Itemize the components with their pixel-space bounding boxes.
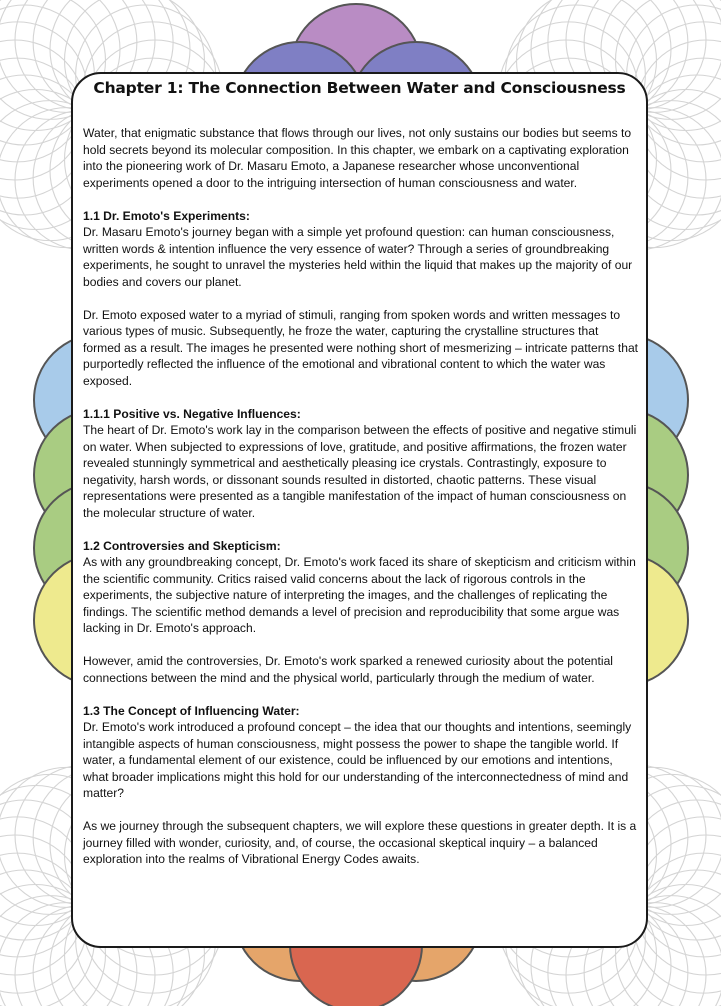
- section-influencing-water: [83, 703, 639, 868]
- page-title: Chapter 1: The Connection Between Water and Consciousness: [93, 79, 626, 97]
- section-paragraph: As with any groundbreaking concept, Dr. Emoto's work faced its share of skepticism and criticism within the scientific community. Critics raised valid concerns about the lack of rigorous controls in the experiments, the subjective nature of interpreting the images, and the challenges of replicating the findings. The scientific method demands a level of precision and reproducibility that some argue was lacking in Dr. Emoto's approach.: [83, 555, 636, 635]
- section-paragraph: Dr. Masaru Emoto's journey began with a simple yet profound question: can human consciousness, written words & intention influence the very essence of water? Through a series of groundbreaking experiments, he sought to unravel the mysteries held within the liquid that makes up the majority of our bodies and covers our planet.: [83, 225, 633, 289]
- section-heading: 1.3 The Concept of Influencing Water:: [83, 703, 300, 718]
- section-controversies: [83, 538, 639, 687]
- chapter-body: [83, 125, 639, 884]
- section-emoto-experiments: [83, 208, 639, 390]
- section-paragraph: Dr. Emoto exposed water to a myriad of stimuli, ranging from spoken words and written messages to various types of music. Subsequently, he froze the water, capturing the crystalline structures that formed as a result. The images he presented were nothing short of mesmerizing – intricate patterns that purportedly reflected the influence of the emotional and vibrational content to which the water was exposed.: [83, 307, 639, 388]
- section-heading: 1.2 Controversies and Skepticism:: [83, 538, 281, 553]
- section-paragraph: However, amid the controversies, Dr. Emoto's work sparked a renewed curiosity about the potential connections between the mind and the physical world, particularly through the medium of water.: [83, 654, 613, 685]
- mandala-ring: [636, 835, 721, 975]
- section-heading: 1.1 Dr. Emoto's Experiments:: [83, 208, 250, 223]
- section-positive-negative: [83, 406, 639, 522]
- mandala-ring: [636, 40, 721, 180]
- intro-paragraph: Water, that enigmatic substance that flows through our lives, not only sustains our bodies but seems to hold secrets beyond its molecular composition. In this chapter, we embark on a captivating exploration into the pioneering work of Dr. Masaru Emoto, a Japanese researcher whose unconventional experiments opened a door to the intriguing intersection of human consciousness and water.: [83, 126, 632, 190]
- section-paragraph: Dr. Emoto's work introduced a profound concept – the idea that our thoughts and intentions, seemingly intangible aspects of human consciousness, might possess the power to shape the tangible world. If water, a fundamental element of our existence, could be influenced by our emotions and intentions, what broader implications might this hold for our understanding of the interconnectedness of mind and matter?: [83, 720, 632, 800]
- section-paragraph: The heart of Dr. Emoto's work lay in the comparison between the effects of positive and negative stimuli on water. When subjected to expressions of love, gratitude, and positive affirmations, the frozen water revealed stunningly symmetrical and aesthetically pleasing ice crystals. Contrastingly, exposure to negativity, harsh words, or dissonant sounds resulted in distorted, chaotic patterns. These visual representations were presented as a tangible manifestation of the impact of human consciousness on the molecular structure of water.: [83, 423, 637, 520]
- section-heading: 1.1.1 Positive vs. Negative Influences:: [83, 406, 301, 421]
- section-paragraph: As we journey through the subsequent chapters, we will explore these questions in greater depth. It is a journey filled with wonder, curiosity, and, of course, the occasional skeptical inquiry – a balanced exploration into the realms of Vibrational Energy Codes awaits.: [83, 819, 637, 866]
